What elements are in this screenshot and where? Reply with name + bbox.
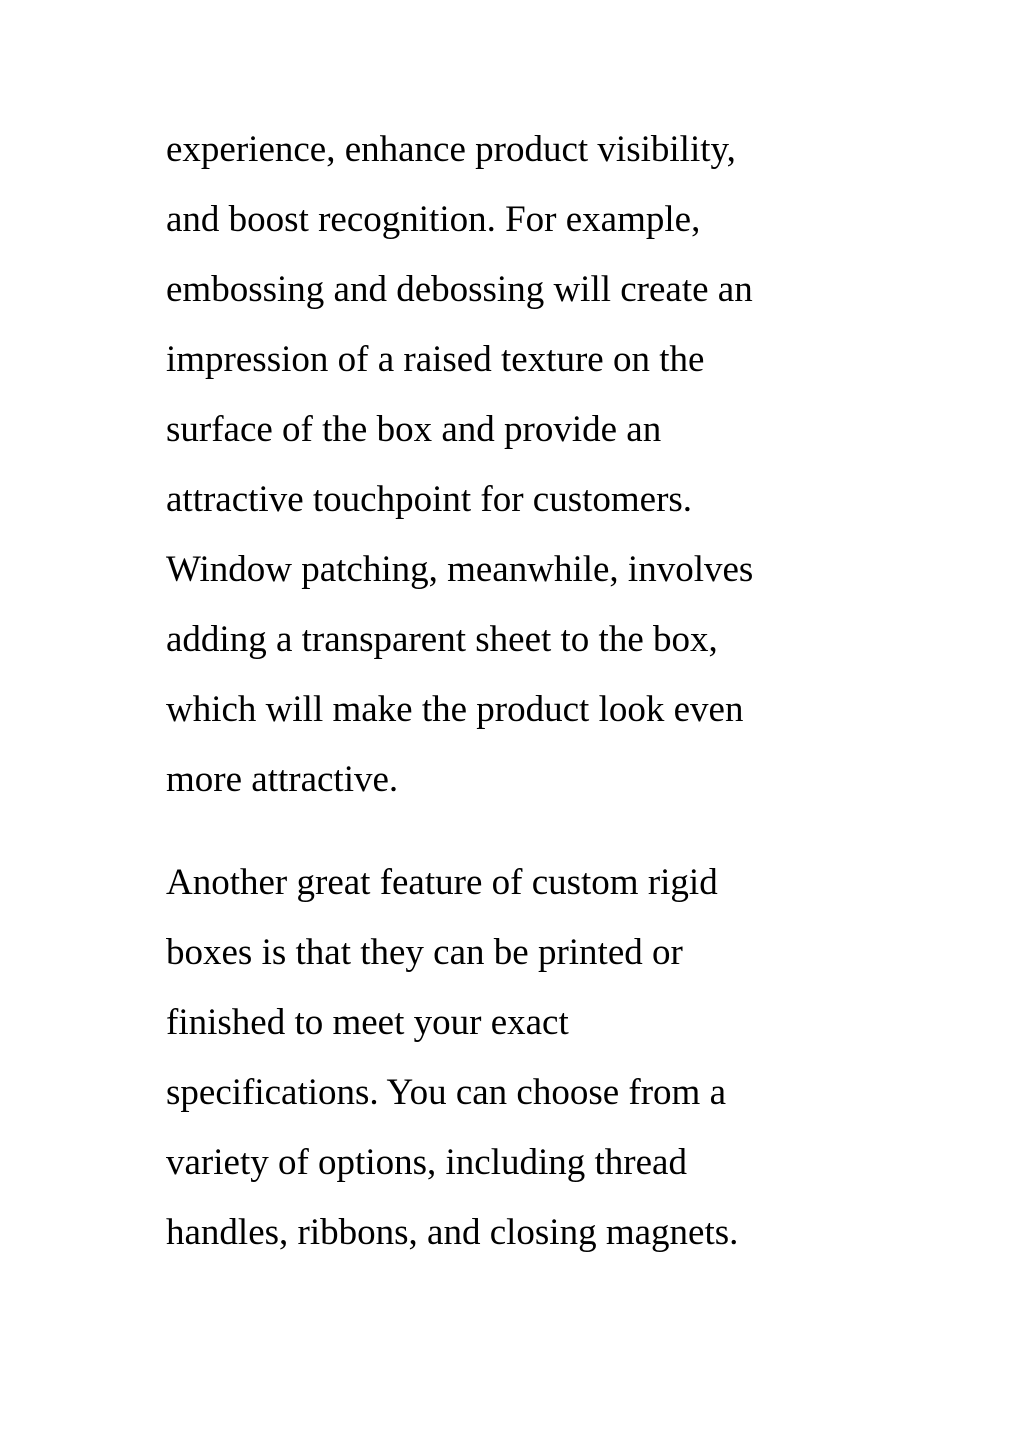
paragraph-line: more attractive. bbox=[166, 759, 399, 800]
paragraph-line: impression of a raised texture on the bbox=[166, 339, 705, 380]
paragraph-line: specifications. You can choose from a bbox=[166, 1072, 727, 1113]
paragraph-line: Another great feature of custom rigid bbox=[166, 862, 718, 903]
paragraph-line: boxes is that they can be printed or bbox=[166, 932, 683, 973]
paragraph-line: attractive touchpoint for customers. bbox=[166, 479, 693, 520]
paragraph-line: variety of options, including thread bbox=[166, 1142, 687, 1183]
paragraph-line: which will make the product look even bbox=[166, 689, 744, 730]
paragraph-line: Window patching, meanwhile, involves bbox=[166, 549, 754, 590]
paragraph-line: handles, ribbons, and closing magnets. bbox=[166, 1212, 739, 1253]
paragraph-line: experience, enhance product visibility, bbox=[166, 129, 736, 170]
paragraph-line: embossing and debossing will create an bbox=[166, 269, 753, 310]
paragraph-line: and boost recognition. For example, bbox=[166, 199, 701, 240]
paragraph-line: adding a transparent sheet to the box, bbox=[166, 619, 718, 660]
paragraph-product-finishes bbox=[166, 115, 866, 815]
paragraph-line: surface of the box and provide an bbox=[166, 409, 662, 450]
paragraph-line: finished to meet your exact bbox=[166, 1002, 569, 1043]
paragraph-custom-rigid-boxes bbox=[166, 848, 866, 1268]
